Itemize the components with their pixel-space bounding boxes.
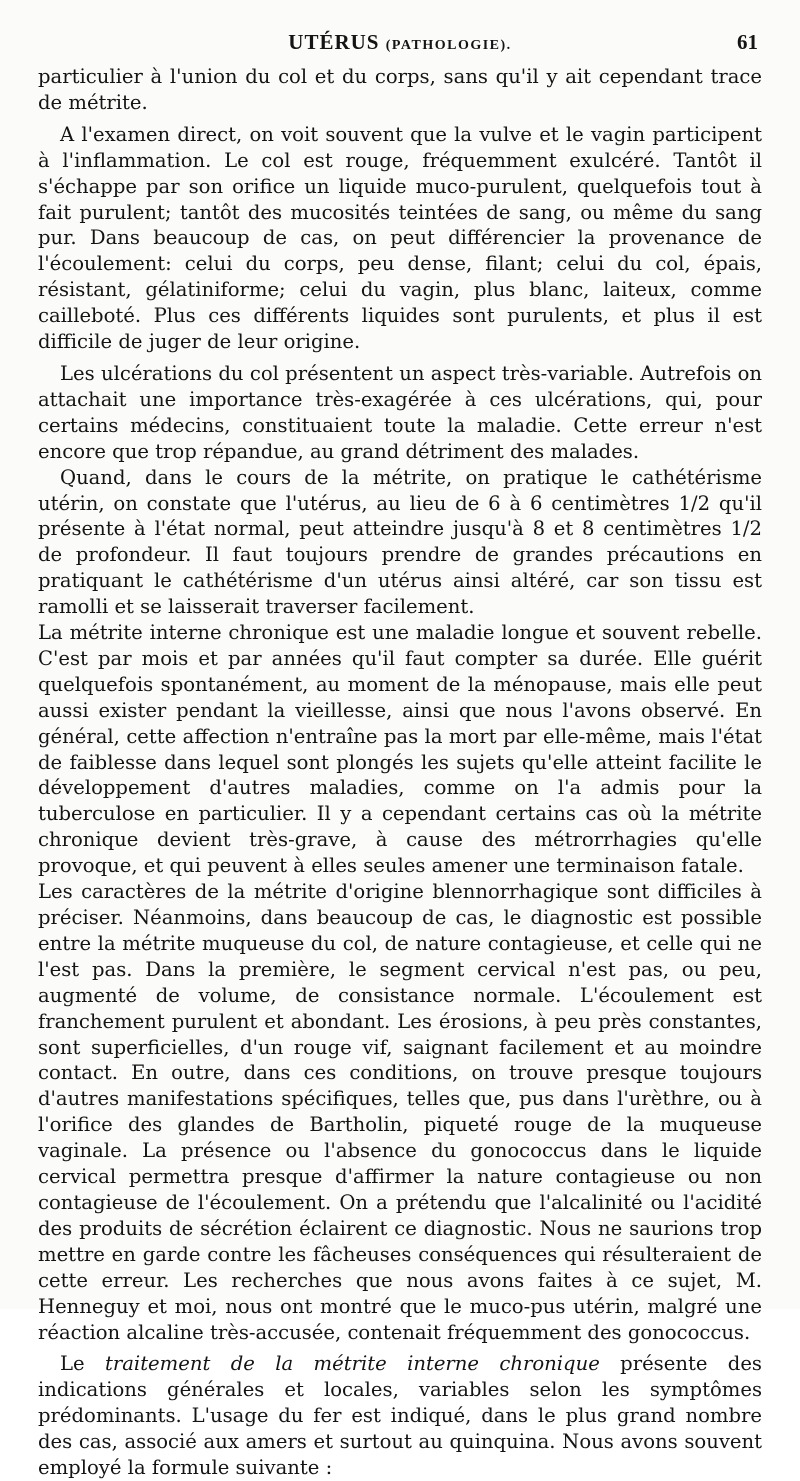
traitement-lead: Le [60, 1352, 105, 1376]
paragraph-continuation: particulier à l'union du col et du corps, sans qu'il y ait cependant trace de métrite. [38, 65, 762, 114]
paragraph-blennorrhagique: Les caractères de la métrite d'origine blennorrhagique sont difficiles à préciser. Néanmoins, dans beaucoup de cas, le diagnostic est possible entre la métrite muqueuse du col, de nature contagieuse, et celle qui ne l'est pas. Dans la première, le segment cervical n'est pas, ou peu, augmenté de volume, de consistance normale. L'écoulement est franchement purulent et abondant. Les érosions, à peu près constantes, sont superficielles, d'un rouge vif, saignant facilement et au moindre contact. En outre, dans ces conditions, on trouve presque toujours d'autres manifestations spécifiques, telles que, pus dans l'urèthre, ou à l'orifice des glandes de Bartholin, piqueté rouge de la muqueuse vaginale. La présence ou l'absence du gonococcus dans le liquide cervical permettra presque d'affirmer la nature contagieuse ou non contagieuse de l'écoulement. On a prétendu que l'alcalinité ou l'acidité des produits de sécrétion éclairent ce diagnostic. Nous ne saurions trop mettre en garde contre les fâcheuses conséquences qui résulteraient de cette erreur. Les recherches que nous avons faites à ce sujet, M. Henneguy et moi, nous ont montré que le muco-pus utérin, malgré une réaction alcaline très-accusée, contenait fréquemment des gonococcus. [38, 880, 762, 1344]
paragraph-catheterisme: Quand, dans le cours de la métrite, on pratique le cathétérisme utérin, on constate que l'utérus, au lieu de 6 à 6 centimètres 1/2 qu'il présente à l'état normal, peut atteindre jusqu'à 8 et 8 centimètres 1/2 de profondeur. Il faut toujours prendre de grandes précautions en pratiquant le cathétérisme d'un utérus ainsi altéré, car son tissu est ramolli et se laisserait traverser facilement. [38, 465, 762, 619]
body-text [38, 64, 762, 1481]
paragraph-ulcerations: Les ulcérations du col présentent un aspect très-variable. Autrefois on attachait une importance très-exagérée à ces ulcérations, qui, pour certains médecins, constituaient toute la maladie. Cette erreur n'est encore que trop répandue, au grand détriment des malades. [38, 361, 762, 463]
running-title-main: UTÉRUS [288, 30, 380, 54]
paragraph-examen-direct: A l'examen direct, on voit souvent que la vulve et le vagin participent à l'inflammation. Le col est rouge, fréquemment exulcéré. Tantôt il s'échappe par son orifice un liquide muco-purulent, quelquefois tout à fait purulent; tantôt des mucosités teintées de sang, ou même du sang pur. Dans beaucoup de cas, on peut différencier la provenance de l'écoulement: celui du corps, peu dense, filant; celui du col, épais, résistant, gélatiniforme; celui du vagin, plus blanc, laiteux, comme cailleboté. Plus ces différents liquides sont purulents, et plus il est difficile de juger de leur origine. [38, 122, 762, 354]
traitement-italic-term: traitement de la métrite interne chronique [105, 1352, 600, 1376]
paragraph-traitement [38, 1351, 762, 1481]
traitement-text: présente des indications générales et locales, variables selon les symptômes prédominants. L'usage du fer est indiqué, dans le plus grand nombre des cas, associé aux amers et surtout au quinquina. Nous avons souvent employé la formule suivante : [38, 1352, 762, 1480]
page-header [38, 28, 762, 58]
page-number: 61 [737, 30, 758, 54]
running-title-subtitle: (PATHOLOGIE). [385, 38, 512, 53]
running-title [38, 30, 762, 55]
paragraph-duree: La métrite interne chronique est une maladie longue et souvent rebelle. C'est par mois et par années qu'il faut compter sa durée. Elle guérit quelquefois spontanément, au moment de la ménopause, mais elle peut aussi exister pendant la vieillesse, ainsi que nous l'avons observé. En général, cette affection n'entraîne pas la mort par elle-même, mais l'état de faiblesse dans lequel sont plongés les sujets qu'elle atteint facilite le développement d'autres maladies, comme on l'a admis pour la tuberculose en particulier. Il y a cependant certains cas où la métrite chronique devient très-grave, à cause des métrorrhagies qu'elle provoque, et qui peuvent à elles seules amener une terminaison fatale. [38, 621, 762, 878]
